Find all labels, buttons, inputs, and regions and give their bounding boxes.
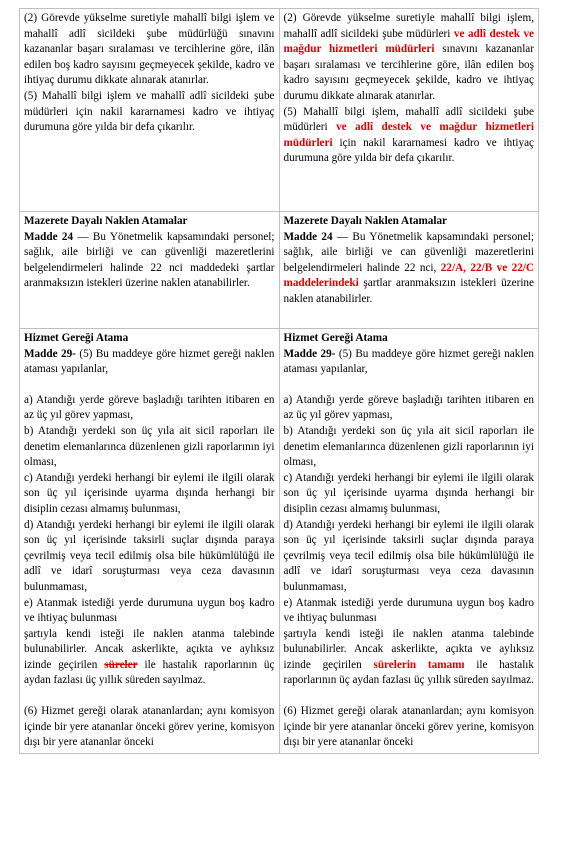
text-span: (5) Mahallî bilgi işlem, mahallî adlî sicildeki şube müdürleri bbox=[283, 105, 534, 134]
spacer bbox=[284, 689, 535, 704]
list-item: a) Atandığı yerde göreve başladığı tarihten itibaren en az üç yıl görev yapması, bbox=[24, 393, 275, 422]
paragraph: (2) Görevde yükselme suretiyle mahallî bilgi işlem ve mahallî adlî sicildeki şube müdürlüğü sınavını kazananlar başarı sıralaması ve tercihlerine göre, ilân edilen boş kadro sayısını geçmeyecek şekilde, kadro ve ihtiyaç durumu dikkate alınarak atanırlar. bbox=[24, 12, 275, 87]
paragraph bbox=[284, 627, 535, 689]
section-title: Mazerete Dayalı Naklen Atamalar bbox=[24, 215, 188, 227]
list-item: c) Atandığı yerdeki herhangi bir eylemi ile ilgili olarak son üç yıl içerisinde uyarma dışında herhangi bir disiplin cezası almamış bulunması, bbox=[24, 471, 275, 515]
paragraph: (6) Hizmet gereği olarak atananlardan; aynı komisyon içinde bir yere atananlar önceki görev yerine, komisyon dışı bir yere atananlar önceki bbox=[24, 705, 275, 749]
old-text-cell bbox=[20, 212, 280, 329]
paragraph bbox=[284, 11, 535, 105]
table-row bbox=[20, 329, 539, 754]
article-number: Madde 29- bbox=[24, 347, 76, 360]
paragraph: (5) Mahallî bilgi işlem ve mahallî adlî sicildeki şube müdürleri için nakil kararnamesi kadro ve ihtiyaç durumuna göre yılda bir defa çıkarılır. bbox=[24, 89, 275, 134]
list-item: c) Atandığı yerdeki herhangi bir eylemi ile ilgili olarak son üç yıl içerisinde uyarma dışında herhangi bir disiplin cezası almamış bulunması, bbox=[283, 471, 534, 515]
paragraph bbox=[24, 627, 275, 689]
paragraph bbox=[284, 105, 535, 167]
text-span: — Bu Yönetmelik kapsamındaki personel; sağlık, aile birliği ve can güvenliği mazeretlerini belgelendirmeleri halinde 22 nci maddedeki şartlar aranmaksızın istekleri üzerine naklen atanabilirler. bbox=[24, 230, 275, 290]
added-text: ve adlî destek ve mağdur hizmetleri müdürleri bbox=[283, 27, 535, 56]
spacer bbox=[24, 689, 275, 704]
section-title: Hizmet Gereği Atama bbox=[24, 332, 129, 344]
table-row bbox=[20, 212, 539, 329]
text-span: sınavını kazananlar başarı sıralaması ve tercihlerine göre, ilân edilen boş kadro sayısını geçmeyecek şekilde, kadro ve ihtiyaç durumu dikkate alınarak atanırlar. bbox=[283, 43, 535, 102]
list-item: d) Atandığı yerdeki herhangi bir eylemi ile ilgili olarak son üç yıl içerisinde taksirli suçlar dışında paraya çevrilmiş veya tecil edilmiş olsa bile hükümlülüğü ile adlî ve idarî soruşturması veya ceza davasının bulunmaması, bbox=[283, 518, 534, 593]
comparison-table bbox=[19, 8, 539, 754]
paragraph bbox=[24, 230, 275, 292]
text-span: ile hastalık raporlarının üç aydan fazlası üç yıllık süreden sayılmaz. bbox=[283, 658, 535, 687]
text-span: — Bu Yönetmelik kapsamındaki personel; sağlık, aile birliği ve can güvenliği mazeretlerini belgelendirmeleri halinde 22 nci, bbox=[283, 230, 534, 274]
added-text: sürelerin tamamı bbox=[373, 658, 465, 671]
list-item: a) Atandığı yerde göreve başladığı tarihten itibaren en az üç yıl görev yapması, bbox=[283, 393, 534, 422]
list-item: d) Atandığı yerdeki herhangi bir eylemi ile ilgili olarak son üç yıl içerisinde taksirli suçlar dışında paraya çevrilmiş veya tecil edilmiş olsa bile hükümlülüğü ile adlî ve idarî soruşturması veya ceza davasının bulunmaması, bbox=[24, 518, 275, 593]
text-span: ile hastalık raporlarının üç aydan fazlası üç yıllık süreden sayılmaz. bbox=[24, 658, 275, 687]
paragraph bbox=[24, 347, 275, 378]
deleted-text: süreler bbox=[104, 658, 138, 671]
list-item: b) Atandığı yerdeki son üç yıla ait sicil raporları ile denetim elemanlarınca düzenlenen gizli raporlarının iyi olması, bbox=[283, 424, 534, 469]
new-text-cell bbox=[279, 329, 539, 754]
old-text-cell bbox=[20, 9, 280, 212]
new-text-cell bbox=[279, 9, 539, 212]
new-text-cell bbox=[279, 212, 539, 329]
spacer bbox=[284, 378, 535, 393]
paragraph: (6) Hizmet gereği olarak atananlardan; aynı komisyon içinde bir yere atananlar önceki görev yerine, komisyon dışı bir yere atananlar önceki bbox=[283, 705, 534, 749]
text-span: (5) Bu maddeye göre hizmet gereği naklen ataması yapılanlar, bbox=[24, 347, 275, 376]
added-text: ve adlî destek ve mağdur hizmetleri müdürleri bbox=[283, 121, 534, 149]
text-span: (5) Bu maddeye göre hizmet gereği naklen ataması yapılanlar, bbox=[283, 347, 534, 376]
section-title: Hizmet Gereği Atama bbox=[283, 332, 388, 344]
article-number: Madde 24 bbox=[283, 230, 333, 243]
paragraph bbox=[284, 347, 535, 378]
added-text: 22/A, 22/B ve 22/C maddelerindeki bbox=[283, 261, 534, 290]
list-item: b) Atandığı yerdeki son üç yıla ait sicil raporları ile denetim elemanlarınca düzenlenen gizli raporlarının iyi olması, bbox=[24, 424, 275, 469]
table-row bbox=[20, 9, 539, 212]
text-span: şartıyla kendi isteği ile naklen atanma talebinde bulunabilirler. Ancak askerlikte, açıkta ve aylıksız izinde geçirilen bbox=[24, 627, 275, 671]
section-title: Mazerete Dayalı Naklen Atamalar bbox=[283, 215, 448, 227]
text-span: şartlar aranmaksızın istekleri üzerine naklen atanabilirler. bbox=[283, 277, 534, 305]
text-span: için nakil kararnamesi kadro ve ihtiyaç durumuna göre yılda bir defa çıkarılır. bbox=[283, 136, 534, 165]
text-span: (2) Görevde yükselme suretiyle mahallî bilgi işlem, mahallî adlî sicildeki şube müdürleri bbox=[283, 12, 534, 40]
list-item: e) Atanmak istediği yerde durumuna uygun boş kadro ve ihtiyaç bulunması bbox=[24, 596, 275, 625]
list-item: e) Atanmak istediği yerde durumuna uygun boş kadro ve ihtiyaç bulunması bbox=[283, 596, 534, 625]
paragraph bbox=[284, 230, 535, 308]
article-number: Madde 29- bbox=[283, 347, 336, 360]
article-number: Madde 24 bbox=[24, 230, 74, 243]
text-span: şartıyla kendi isteği ile naklen atanma talebinde bulunabilirler. Ancak askerlikte, açıkta ve aylıksız izinde geçirilen bbox=[283, 627, 534, 671]
old-text-cell bbox=[20, 329, 280, 754]
spacer bbox=[24, 378, 275, 393]
